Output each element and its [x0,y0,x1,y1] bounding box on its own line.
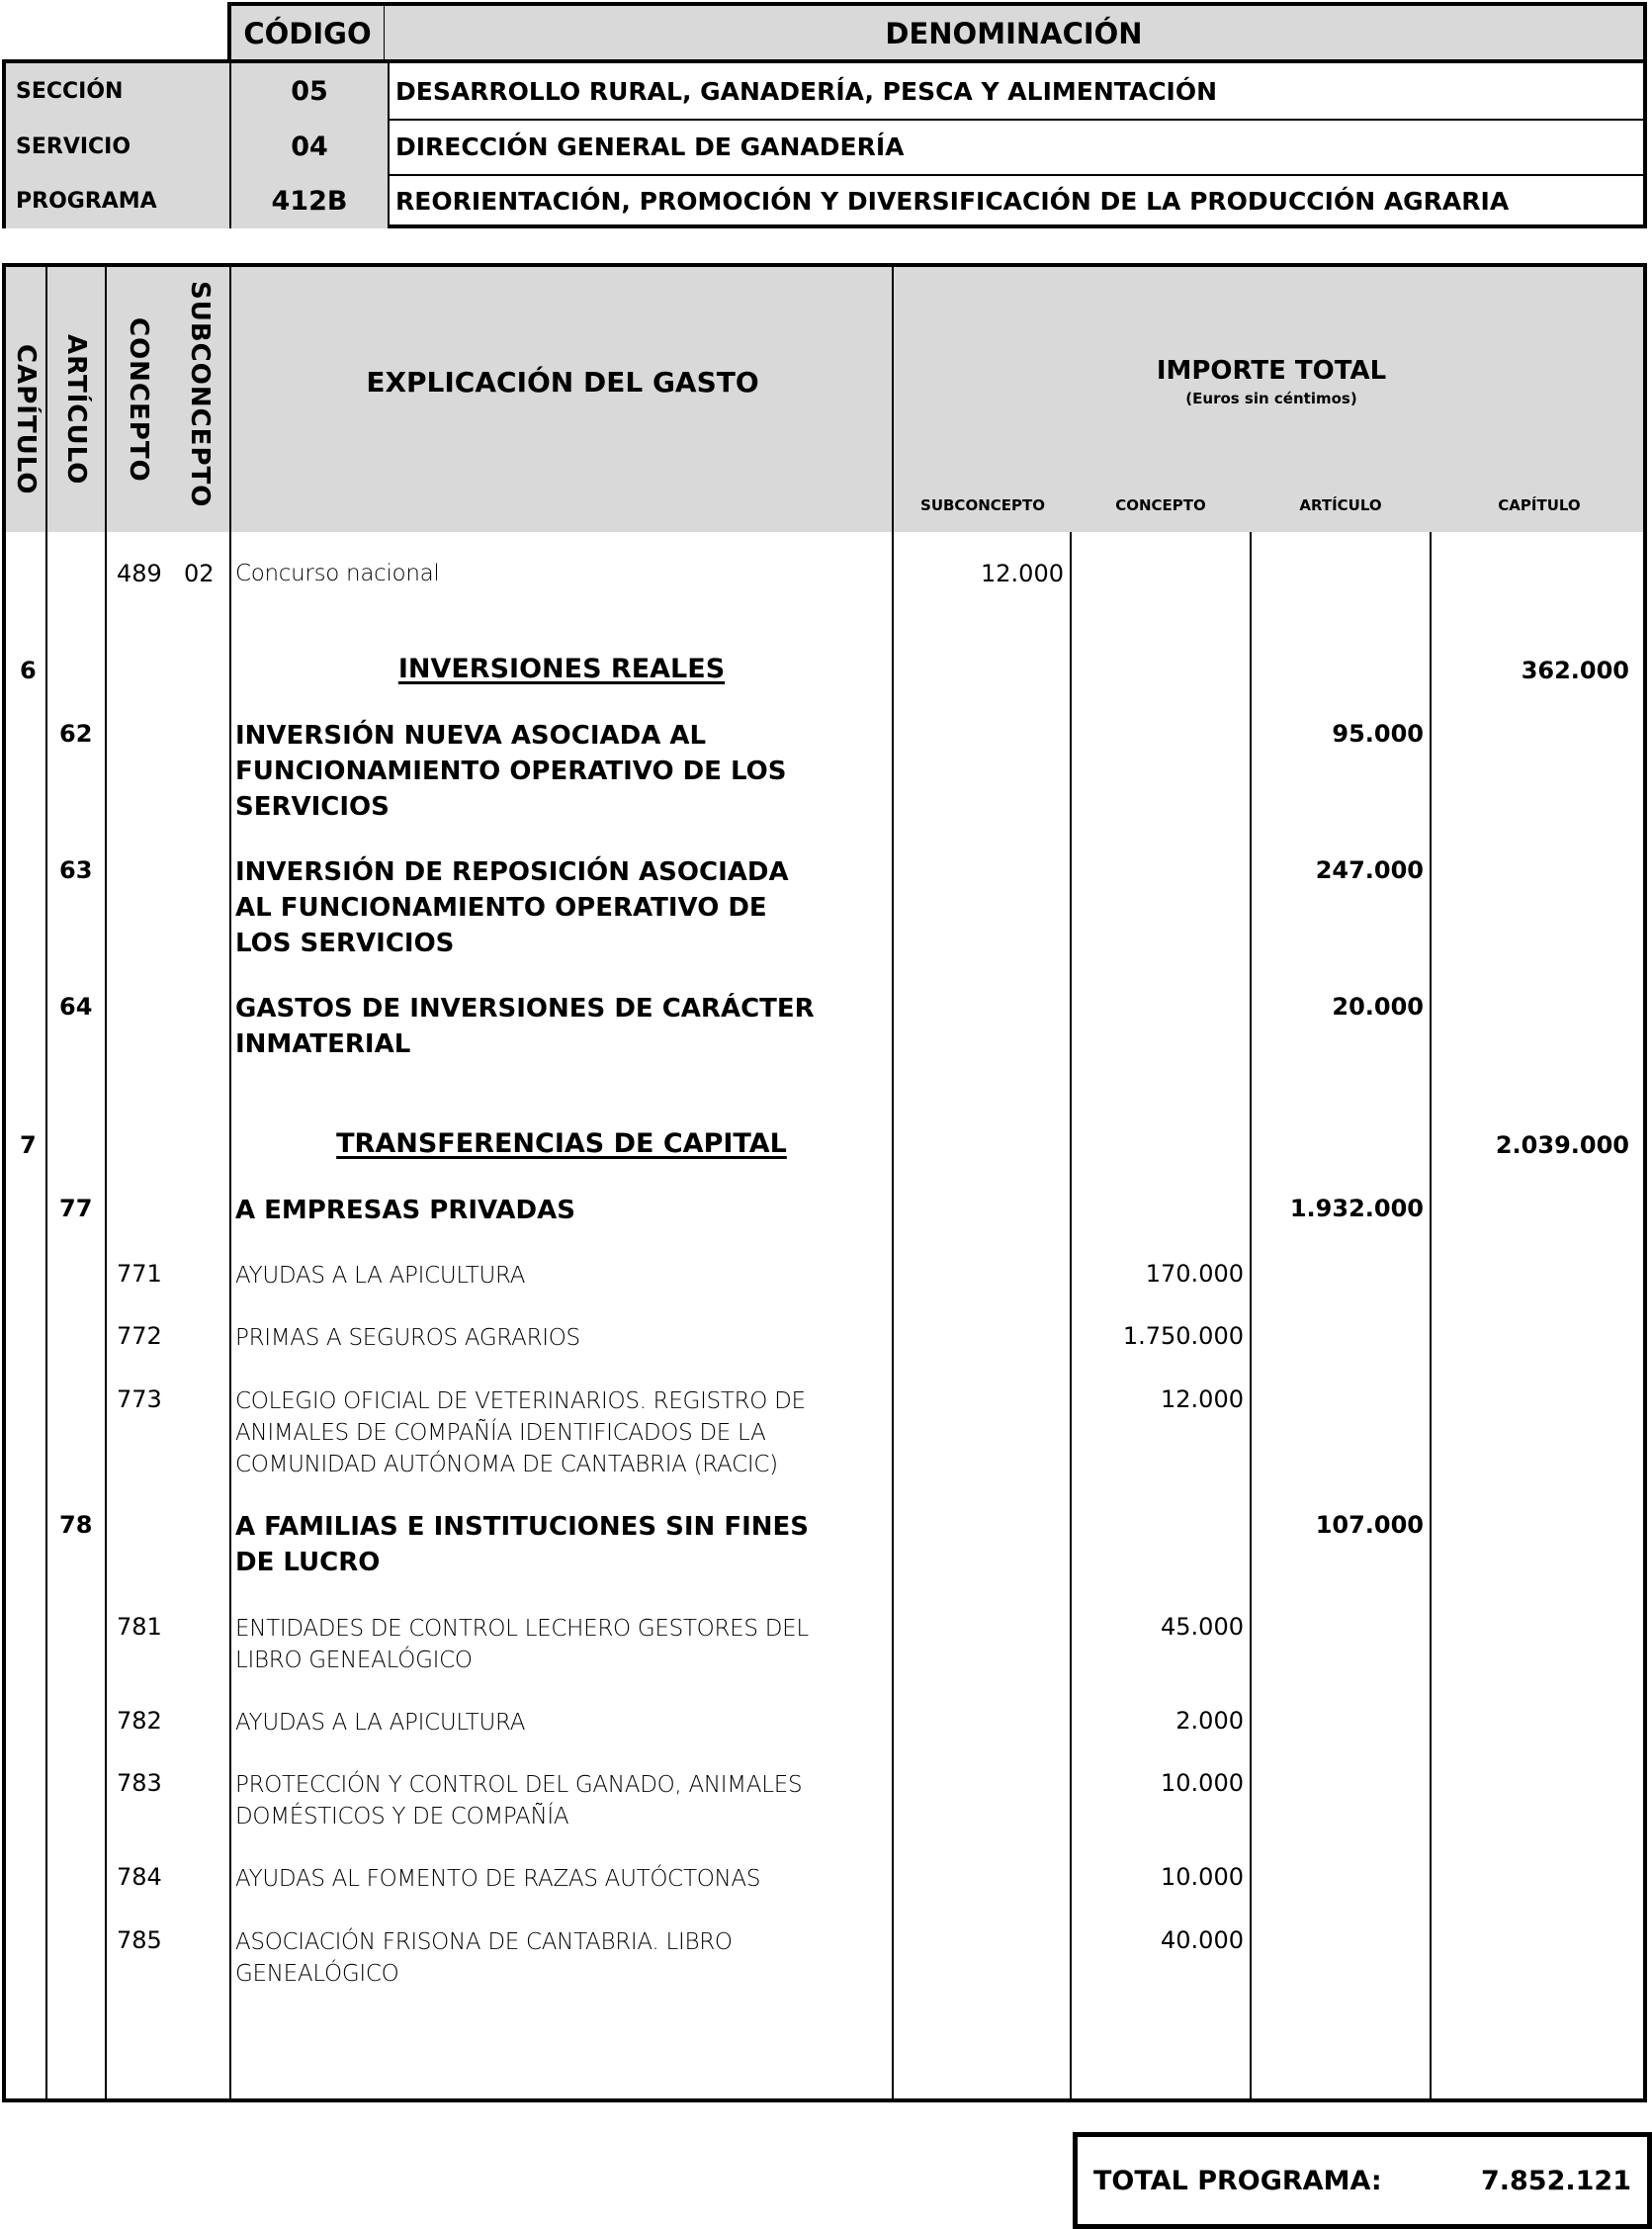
row-name: DIRECCIÓN GENERAL DE GANADERÍA [395,132,905,161]
column-divider [229,267,231,2098]
description: INVERSIÓN NUEVA ASOCIADA AL FUNCIONAMIENTO OPERATIVO DE LOS SERVICIOS [235,721,787,822]
amount-articulo: 107.000 [1315,1511,1424,1539]
amount-subconcepto: 12.000 [981,560,1064,587]
articulo-code: 62 [59,720,93,748]
capitulo-column-header: CAPÍTULO [11,343,41,495]
subconcepto-code: 02 [184,560,215,587]
chapter-heading: INVERSIONES REALES [397,654,726,684]
row-code: 05 [231,63,390,119]
concepto-code: 782 [117,1707,162,1735]
codigo-column-header: CÓDIGO [227,2,386,60]
explicacion-column-header: EXPLICACIÓN DEL GASTO [366,365,759,399]
amount-concepto-header: CONCEPTO [1115,496,1206,514]
row-name: REORIENTACIÓN, PROMOCIÓN Y DIVERSIFICACIÓN DE LA PRODUCCIÓN AGRARIA [395,187,1510,216]
concepto-code: 772 [117,1322,162,1350]
row-name: DESARROLLO RURAL, GANADERÍA, PESCA Y ALIMENTACIÓN [395,76,1218,106]
amount-concepto: 12.000 [1161,1385,1244,1413]
amount-concepto: 10.000 [1161,1863,1244,1891]
description: AYUDAS A LA APICULTURA [235,1263,526,1289]
column-divider [45,267,47,2098]
concepto-code: 489 [117,560,162,587]
total-label: TOTAL PROGRAMA: [1093,2165,1382,2196]
articulo-code: 78 [59,1511,93,1539]
concepto-code: 784 [117,1863,162,1891]
row-code: 412B [231,174,390,228]
description: AYUDAS AL FOMENTO DE RAZAS AUTÓCTONAS [235,1866,761,1892]
description: Concurso nacional [235,561,440,586]
amount-capitulo: 362.000 [1521,657,1629,684]
row-code: 04 [231,119,390,174]
description: A FAMILIAS E INSTITUCIONES SIN FINES DE LUCRO [235,1512,810,1577]
header-row-seccion [6,63,1643,121]
concepto-code: 771 [117,1260,162,1288]
row-label: SERVICIO [6,119,231,174]
amount-concepto: 45.000 [1161,1613,1244,1641]
concepto-code: 781 [117,1613,162,1641]
amount-concepto: 10.000 [1161,1769,1244,1797]
articulo-code: 77 [59,1195,93,1222]
column-divider [1070,532,1072,2098]
concepto-column-header: CONCEPTO [124,316,153,483]
amount-concepto: 1.750.000 [1122,1322,1244,1350]
chapter-heading: TRANSFERENCIAS DE CAPITAL [336,1128,787,1159]
importe-total-header: IMPORTE TOTAL [1156,356,1387,386]
denominacion-column-header: DENOMINACIÓN [385,2,1647,60]
column-divider [1430,532,1432,2098]
description: GASTOS DE INVERSIONES DE CARÁCTER INMATERIAL [235,994,815,1059]
description: AYUDAS A LA APICULTURA [235,1710,526,1736]
row-label: SECCIÓN [6,63,231,119]
amount-articulo-header: ARTÍCULO [1299,496,1382,514]
amount-articulo: 20.000 [1332,993,1424,1021]
concepto-code: 773 [117,1385,162,1413]
articulo-column-header: ARTÍCULO [61,333,91,486]
amount-capitulo: 2.039.000 [1495,1131,1629,1159]
importe-note: (Euros sin céntimos) [1185,390,1357,407]
budget-table [2,263,1647,2102]
description: PROTECCIÓN Y CONTROL DEL GANADO, ANIMALES DOMÉSTICOS Y DE COMPAÑÍA [235,1772,803,1829]
header-rows [2,59,1647,228]
amount-articulo: 1.932.000 [1289,1195,1424,1222]
articulo-code: 64 [59,993,93,1021]
amount-subconcepto-header: SUBCONCEPTO [920,496,1045,514]
header-row-servicio [6,119,1643,176]
subconcepto-column-header: SUBCONCEPTO [185,281,215,508]
header-row-programa [6,174,1643,228]
amount-articulo: 95.000 [1332,720,1424,748]
total-programa-box [1073,2132,1652,2229]
capitulo-code: 7 [20,1131,37,1159]
concepto-code: 785 [117,1926,162,1954]
description: ASOCIACIÓN FRISONA DE CANTABRIA. LIBRO GENEALÓGICO [235,1929,733,1987]
amount-articulo: 247.000 [1315,856,1424,884]
concepto-code: 783 [117,1769,162,1797]
row-label: PROGRAMA [6,174,231,228]
description: COLEGIO OFICIAL DE VETERINARIOS. REGISTRO DE ANIMALES DE COMPAÑÍA IDENTIFICADOS DE LA COMUNIDAD AUTÓNOMA DE CANTABRIA (RACIC) [235,1388,806,1477]
description: A EMPRESAS PRIVADAS [235,1196,575,1225]
amount-concepto: 40.000 [1161,1926,1244,1954]
description: PRIMAS A SEGUROS AGRARIOS [235,1325,580,1351]
description: INVERSIÓN DE REPOSICIÓN ASOCIADA AL FUNCIONAMIENTO OPERATIVO DE LOS SERVICIOS [235,857,789,958]
description: ENTIDADES DE CONTROL LECHERO GESTORES DEL LIBRO GENEALÓGICO [235,1616,809,1673]
amount-concepto: 170.000 [1145,1260,1244,1288]
column-divider [105,267,107,2098]
program-header [0,0,1652,229]
articulo-code: 63 [59,856,93,884]
amount-capitulo-header: CAPÍTULO [1498,496,1581,514]
amount-concepto: 2.000 [1175,1707,1244,1735]
column-divider [1250,532,1252,2098]
total-value: 7.852.121 [1480,2165,1631,2196]
capitulo-code: 6 [20,657,37,684]
